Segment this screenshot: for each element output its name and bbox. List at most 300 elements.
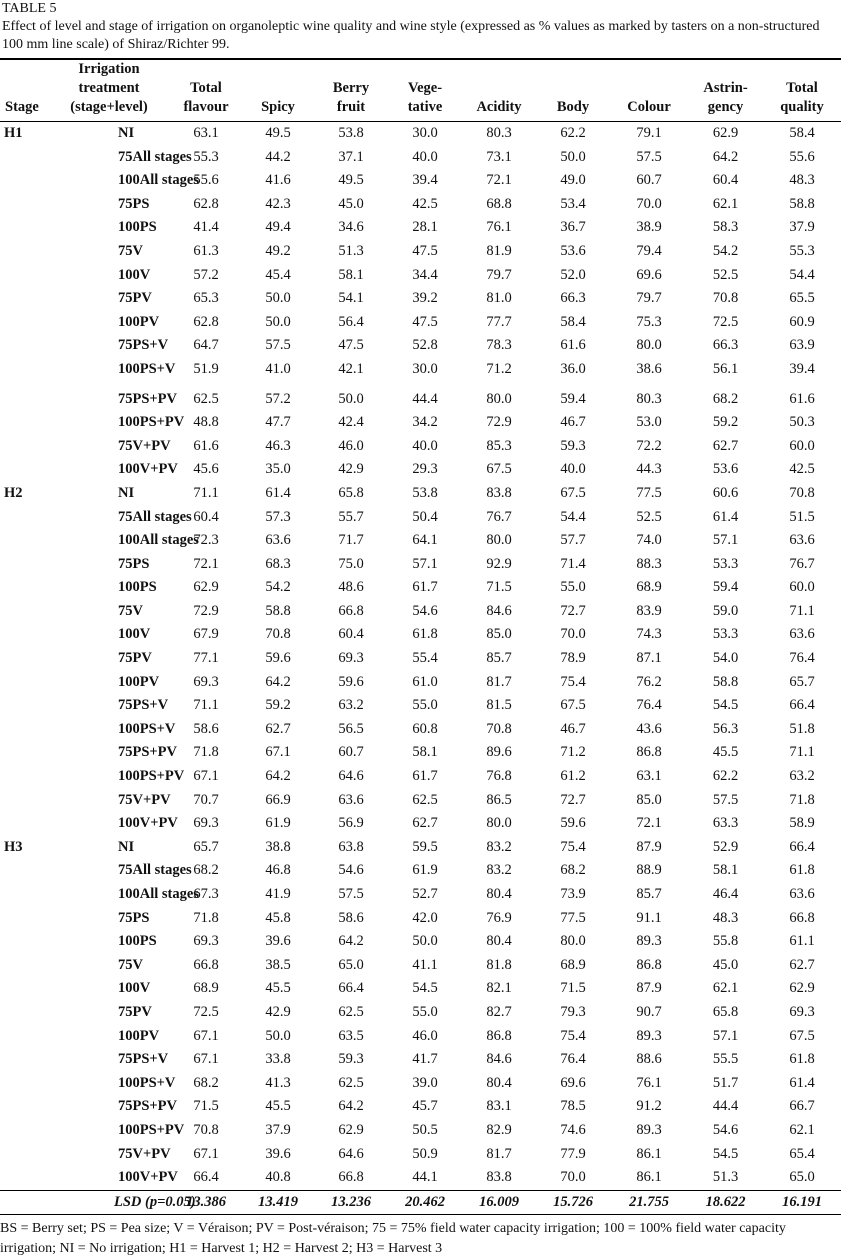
table-row — [0, 741, 841, 765]
table-row — [0, 458, 841, 482]
berry-fruit-cell: 50.0 — [338, 390, 364, 407]
spicy-cell: 64.2 — [265, 768, 291, 785]
acidity-cell: 77.7 — [486, 313, 512, 330]
spicy-cell: 42.9 — [265, 1003, 291, 1020]
spicy-cell: 64.2 — [265, 673, 291, 690]
astringency-cell: 51.7 — [712, 1074, 739, 1091]
header-vegetative: Vege- tative — [407, 80, 443, 115]
stage-cell — [0, 411, 48, 435]
colour-cell: 72.2 — [636, 437, 662, 454]
vegetative-cell: 47.5 — [412, 313, 438, 330]
total-quality-cell: 70.8 — [789, 484, 815, 501]
berry-fruit-cell: 65.8 — [338, 484, 364, 501]
colour-cell: 69.6 — [636, 266, 662, 283]
table-row — [0, 122, 841, 146]
berry-fruit-cell: 59.3 — [338, 1051, 364, 1068]
berry-fruit-cell: 64.6 — [338, 1145, 364, 1162]
colour-cell: 52.5 — [636, 508, 662, 525]
total-quality-cell: 65.0 — [789, 1169, 815, 1186]
header-total-quality: Total quality — [780, 80, 824, 115]
header-treatment: Irrigation treatment (stage+level) — [70, 61, 148, 115]
berry-fruit-cell: 60.4 — [338, 626, 364, 643]
astringency-cell: 62.1 — [712, 195, 739, 212]
body-cell: 58.4 — [560, 313, 586, 330]
header-astringency: Astrin- gency — [703, 80, 748, 115]
acidity-cell: 80.0 — [486, 390, 512, 407]
stage-cell — [0, 859, 48, 883]
body-cell: 55.0 — [560, 579, 586, 596]
acidity-cell: 81.9 — [486, 242, 512, 259]
spicy-cell: 45.4 — [265, 266, 291, 283]
colour-cell: 74.0 — [636, 532, 662, 549]
table-row — [0, 789, 841, 813]
stage-cell — [0, 169, 48, 193]
spicy-cell: 59.6 — [265, 650, 291, 667]
berry-fruit-cell: 64.6 — [338, 768, 364, 785]
total-quality-cell: 61.1 — [789, 933, 815, 950]
table-row — [0, 482, 841, 506]
header-total-flavour: Total flavour — [183, 80, 229, 115]
colour-cell: 74.3 — [636, 626, 662, 643]
table-row — [0, 1119, 841, 1143]
acidity-cell: 81.8 — [486, 956, 512, 973]
spicy-cell: 41.3 — [265, 1074, 291, 1091]
spicy-cell: 50.0 — [265, 290, 291, 307]
treatment-cell: 75PV — [118, 650, 152, 667]
acidity-cell: 81.0 — [486, 290, 512, 307]
stage-cell — [0, 146, 48, 170]
vegetative-cell: 44.4 — [412, 390, 438, 407]
total-quality-cell: 65.7 — [789, 673, 815, 690]
vegetative-cell: 61.7 — [412, 579, 438, 596]
stage-cell — [0, 193, 48, 217]
table-row — [0, 1095, 841, 1119]
spicy-cell: 38.8 — [265, 838, 291, 855]
acidity-cell: 85.7 — [486, 650, 512, 667]
table-row — [0, 930, 841, 954]
header-berry-fruit: Berry fruit — [332, 80, 370, 115]
stage-cell — [0, 694, 48, 718]
berry-fruit-cell: 56.4 — [338, 313, 364, 330]
berry-fruit-cell: 63.5 — [338, 1027, 364, 1044]
berry-fruit-cell: 58.6 — [338, 909, 364, 926]
acidity-cell: 85.3 — [486, 437, 512, 454]
vegetative-cell: 61.8 — [412, 626, 438, 643]
acidity-cell: 80.4 — [486, 1074, 512, 1091]
stage-cell — [0, 240, 48, 264]
total-quality-cell: 66.8 — [789, 909, 815, 926]
colour-cell: 80.0 — [636, 337, 662, 354]
acidity-cell: 85.0 — [486, 626, 512, 643]
spicy-cell: 45.5 — [265, 1098, 291, 1115]
treatment-cell: NI — [118, 838, 135, 855]
total-quality-cell: 54.4 — [789, 266, 815, 283]
spicy-cell: 50.0 — [265, 313, 291, 330]
total-flavour-cell: 66.8 — [193, 956, 219, 973]
stage-cell — [0, 311, 48, 335]
astringency-cell: 65.8 — [712, 1003, 739, 1020]
spicy-cell: 61.9 — [265, 815, 291, 832]
body-cell: 77.9 — [560, 1145, 586, 1162]
total-flavour-cell: 71.1 — [193, 484, 219, 501]
acidity-cell: 86.8 — [486, 1027, 512, 1044]
total-quality-cell: 66.4 — [789, 838, 815, 855]
stage-cell — [0, 907, 48, 931]
body-cell: 76.4 — [560, 1051, 586, 1068]
table-footnote: BS = Berry set; PS = Pea size; V = Véraison; PV = Post-véraison; 75 = 75% field water capacity irrigation; 100 = 100% field water capacity irrigation; NI = No irrigation; H1 = Harvest 1; H2 = Harvest 2; H3 = Harvest 3 — [0, 1221, 786, 1256]
astringency-cell: 58.8 — [712, 673, 739, 690]
acidity-cell: 80.4 — [486, 933, 512, 950]
body-cell: 36.7 — [560, 219, 586, 236]
stage-cell — [0, 382, 48, 412]
total-flavour-cell: 68.2 — [193, 1074, 219, 1091]
body-cell: 78.9 — [560, 650, 586, 667]
astringency-cell: 60.4 — [712, 172, 739, 189]
table-caption — [2, 0, 838, 54]
total-quality-cell: 60.0 — [789, 437, 815, 454]
table-row — [0, 954, 841, 978]
spicy-cell: 57.2 — [265, 390, 291, 407]
body-cell: 53.4 — [560, 195, 586, 212]
acidity-cell: 76.9 — [486, 909, 512, 926]
table-row — [0, 1048, 841, 1072]
body-cell: 50.0 — [560, 148, 586, 165]
vegetative-cell: 57.1 — [412, 555, 438, 572]
body-cell: 40.0 — [560, 461, 586, 478]
treatment-cell: 100PS+V — [118, 1074, 176, 1091]
stage-cell — [0, 358, 48, 382]
table-row — [0, 600, 841, 624]
astringency-cell: 45.5 — [712, 744, 739, 761]
stage-cell — [0, 529, 48, 553]
astringency-cell: 56.1 — [712, 360, 739, 377]
colour-cell: 86.8 — [636, 956, 662, 973]
colour-cell: 91.1 — [636, 909, 662, 926]
astringency-cell: 55.5 — [712, 1051, 739, 1068]
total-flavour-cell: 77.1 — [193, 650, 219, 667]
colour-cell: 85.0 — [636, 791, 662, 808]
acidity-cell: 76.7 — [486, 508, 512, 525]
spicy-cell: 49.4 — [265, 219, 291, 236]
astringency-cell: 53.6 — [712, 461, 739, 478]
acidity-cell: 83.2 — [486, 862, 512, 879]
total-flavour-cell: 61.3 — [193, 242, 219, 259]
astringency-cell: 60.6 — [712, 484, 739, 501]
body-cell: 75.4 — [560, 838, 586, 855]
astringency-cell: 59.0 — [712, 602, 739, 619]
table-row — [0, 169, 841, 193]
total-flavour-cell: 48.8 — [193, 414, 219, 431]
spicy-cell: 59.2 — [265, 697, 291, 714]
vegetative-cell: 42.5 — [412, 195, 438, 212]
spicy-cell: 50.0 — [265, 1027, 291, 1044]
table-row — [0, 506, 841, 530]
total-flavour-cell: 65.7 — [193, 838, 219, 855]
header-body: Body — [556, 99, 590, 115]
acidity-cell: 71.5 — [486, 579, 512, 596]
body-cell: 71.2 — [560, 744, 586, 761]
total-quality-cell: 65.4 — [789, 1145, 815, 1162]
total-flavour-cell: 67.1 — [193, 768, 219, 785]
colour-cell: 38.9 — [636, 219, 662, 236]
stage-cell — [0, 812, 48, 836]
total-flavour-cell: 70.8 — [193, 1121, 219, 1138]
vegetative-cell: 55.4 — [412, 650, 438, 667]
spicy-cell: 47.7 — [265, 414, 291, 431]
vegetative-cell: 52.8 — [412, 337, 438, 354]
colour-cell: 89.3 — [636, 1027, 662, 1044]
berry-fruit-cell: 58.1 — [338, 266, 364, 283]
berry-fruit-cell: 69.3 — [338, 650, 364, 667]
total-quality-cell: 76.7 — [789, 555, 815, 572]
table-row — [0, 529, 841, 553]
vegetative-cell: 54.5 — [412, 980, 438, 997]
total-quality-cell: 60.0 — [789, 579, 815, 596]
vegetative-cell: 53.8 — [412, 484, 438, 501]
treatment-cell: 100All stages — [118, 886, 199, 902]
treatment-cell: 100V — [118, 266, 151, 283]
treatment-cell: 75PS — [118, 195, 150, 212]
colour-cell: 89.3 — [636, 933, 662, 950]
vegetative-cell: 50.4 — [412, 508, 438, 525]
body-cell: 57.7 — [560, 532, 586, 549]
treatment-cell: 75V — [118, 242, 143, 259]
body-cell: 66.3 — [560, 290, 586, 307]
stage-cell — [0, 647, 48, 671]
table-row — [0, 216, 841, 240]
astringency-cell: 62.2 — [712, 768, 739, 785]
treatment-cell: 100PS+PV — [118, 1121, 185, 1138]
astringency-cell: 52.5 — [712, 266, 739, 283]
header-stage: Stage — [5, 99, 39, 115]
table-row — [0, 859, 841, 883]
berry-fruit-cell: 42.4 — [338, 414, 364, 431]
spicy-cell: 46.8 — [265, 862, 291, 879]
stage-cell — [0, 718, 48, 742]
vegetative-cell: 44.1 — [412, 1169, 438, 1186]
stage-cell — [0, 1166, 48, 1190]
berry-fruit-cell: 57.5 — [338, 886, 364, 902]
astringency-cell: 68.2 — [712, 390, 739, 407]
colour-cell: 63.1 — [636, 768, 662, 785]
treatment-cell: 75PS — [118, 555, 150, 572]
total-flavour-cell: 60.4 — [193, 508, 219, 525]
total-flavour-cell: 55.3 — [193, 148, 219, 165]
stage-cell — [0, 765, 48, 789]
total-quality-cell: 71.1 — [789, 744, 815, 761]
stage-cell — [0, 553, 48, 577]
total-flavour-cell: 67.1 — [193, 1051, 219, 1068]
spicy-cell: 63.6 — [265, 532, 291, 549]
colour-cell: 57.5 — [636, 148, 662, 165]
vegetative-cell: 40.0 — [412, 148, 438, 165]
lsd-astringency-cell: 18.622 — [688, 1190, 763, 1215]
stage-cell — [0, 1001, 48, 1025]
treatment-cell: 75PS+V — [118, 337, 169, 354]
lsd-total-flavour-cell: 13.386 — [170, 1190, 242, 1215]
total-quality-cell: 58.9 — [789, 815, 815, 832]
astringency-cell: 63.3 — [712, 815, 739, 832]
stage-cell — [0, 600, 48, 624]
table-row — [0, 647, 841, 671]
astringency-cell: 56.3 — [712, 720, 739, 737]
acidity-cell: 72.1 — [486, 172, 512, 189]
spicy-cell: 67.1 — [265, 744, 291, 761]
berry-fruit-cell: 56.9 — [338, 815, 364, 832]
astringency-cell: 64.2 — [712, 148, 739, 165]
treatment-cell: 100V+PV — [118, 1169, 178, 1186]
berry-fruit-cell: 63.2 — [338, 697, 364, 714]
acidity-cell: 70.8 — [486, 720, 512, 737]
vegetative-cell: 61.0 — [412, 673, 438, 690]
total-flavour-cell: 67.3 — [193, 886, 219, 902]
total-flavour-cell: 72.3 — [193, 532, 219, 549]
total-quality-cell: 63.6 — [789, 626, 815, 643]
colour-cell: 79.1 — [636, 125, 662, 141]
total-flavour-cell: 55.6 — [193, 172, 219, 189]
colour-cell: 88.6 — [636, 1051, 662, 1068]
vegetative-cell: 50.5 — [412, 1121, 438, 1138]
table-title: Effect of level and stage of irrigation on organoleptic wine quality and wine style (expressed as % values as marked by tasters on a non-structured 100 mm line scale) of Shiraz/Richter 99. — [2, 19, 820, 52]
berry-fruit-cell: 66.8 — [338, 1169, 364, 1186]
vegetative-cell: 42.0 — [412, 909, 438, 926]
spicy-cell: 66.9 — [265, 791, 291, 808]
stage-cell — [0, 883, 48, 907]
total-flavour-cell: 62.8 — [193, 313, 219, 330]
spicy-cell: 49.5 — [265, 125, 291, 141]
treatment-cell: 75All stages — [118, 148, 192, 165]
treatment-cell: 75PS+PV — [118, 390, 178, 407]
body-cell: 68.2 — [560, 862, 586, 879]
berry-fruit-cell: 34.6 — [338, 219, 364, 236]
vegetative-cell: 40.0 — [412, 437, 438, 454]
table-row — [0, 1001, 841, 1025]
astringency-cell: 48.3 — [712, 909, 739, 926]
colour-cell: 38.6 — [636, 360, 662, 377]
table-row — [0, 264, 841, 288]
colour-cell: 86.8 — [636, 744, 662, 761]
table-row — [0, 623, 841, 647]
vegetative-cell: 64.1 — [412, 532, 438, 549]
treatment-cell: 75V — [118, 956, 143, 973]
total-quality-cell: 62.7 — [789, 956, 815, 973]
spicy-cell: 68.3 — [265, 555, 291, 572]
spicy-cell: 40.8 — [265, 1169, 291, 1186]
astringency-cell: 55.8 — [712, 933, 739, 950]
colour-cell: 87.1 — [636, 650, 662, 667]
acidity-cell: 81.5 — [486, 697, 512, 714]
stage-cell — [0, 1025, 48, 1049]
astringency-cell: 54.5 — [712, 697, 739, 714]
vegetative-cell: 61.7 — [412, 768, 438, 785]
astringency-cell: 57.1 — [712, 1027, 739, 1044]
treatment-cell: 75All stages — [118, 508, 192, 525]
total-quality-cell: 60.9 — [789, 313, 815, 330]
stage-cell — [0, 1048, 48, 1072]
astringency-cell: 62.7 — [712, 437, 739, 454]
vegetative-cell: 62.5 — [412, 791, 438, 808]
body-cell: 70.0 — [560, 626, 586, 643]
berry-fruit-cell: 75.0 — [338, 555, 364, 572]
total-flavour-cell: 72.5 — [193, 1003, 219, 1020]
body-cell: 69.6 — [560, 1074, 586, 1091]
body-cell: 46.7 — [560, 414, 586, 431]
acidity-cell: 83.8 — [486, 484, 512, 501]
body-cell: 75.4 — [560, 673, 586, 690]
body-cell: 71.4 — [560, 555, 586, 572]
colour-cell: 79.7 — [636, 290, 662, 307]
lsd-row — [0, 1190, 841, 1215]
header-spicy: Spicy — [261, 99, 295, 115]
acidity-cell: 78.3 — [486, 337, 512, 354]
total-flavour-cell: 66.4 — [193, 1169, 219, 1186]
berry-fruit-cell: 42.9 — [338, 461, 364, 478]
berry-fruit-cell: 54.1 — [338, 290, 364, 307]
berry-fruit-cell: 66.8 — [338, 602, 364, 619]
body-cell: 75.4 — [560, 1027, 586, 1044]
stage-cell — [0, 741, 48, 765]
berry-fruit-cell: 49.5 — [338, 172, 364, 189]
total-flavour-cell: 67.9 — [193, 626, 219, 643]
astringency-cell: 62.9 — [712, 125, 739, 141]
vegetative-cell: 50.9 — [412, 1145, 438, 1162]
vegetative-cell: 47.5 — [412, 242, 438, 259]
treatment-cell: 75PS+PV — [118, 1098, 178, 1115]
lsd-body-cell: 15.726 — [536, 1190, 610, 1215]
table-row — [0, 812, 841, 836]
total-quality-cell: 63.6 — [789, 886, 815, 902]
table-row — [0, 193, 841, 217]
body-cell: 49.0 — [560, 172, 586, 189]
berry-fruit-cell: 42.1 — [338, 360, 364, 377]
astringency-cell: 62.1 — [712, 980, 739, 997]
colour-cell: 89.3 — [636, 1121, 662, 1138]
astringency-cell: 58.1 — [712, 862, 739, 879]
total-quality-cell: 65.5 — [789, 290, 815, 307]
astringency-cell: 44.4 — [712, 1098, 739, 1115]
acidity-cell: 79.7 — [486, 266, 512, 283]
vegetative-cell: 61.9 — [412, 862, 438, 879]
table-row — [0, 907, 841, 931]
spicy-cell: 57.5 — [265, 337, 291, 354]
berry-fruit-cell: 62.9 — [338, 1121, 364, 1138]
colour-cell: 88.9 — [636, 862, 662, 879]
table-row — [0, 146, 841, 170]
body-cell: 80.0 — [560, 933, 586, 950]
stage-cell — [0, 1072, 48, 1096]
treatment-cell: 100PS+V — [118, 360, 176, 377]
body-cell: 61.6 — [560, 337, 586, 354]
acidity-cell: 80.0 — [486, 532, 512, 549]
total-quality-cell: 71.1 — [789, 602, 815, 619]
stage-cell — [0, 977, 48, 1001]
spicy-cell: 58.8 — [265, 602, 291, 619]
acidity-cell: 72.9 — [486, 414, 512, 431]
vegetative-cell: 50.0 — [412, 933, 438, 950]
treatment-cell: 100V — [118, 626, 151, 643]
lsd-empty-cell — [0, 1190, 48, 1215]
total-flavour-cell: 71.8 — [193, 744, 219, 761]
berry-fruit-cell: 64.2 — [338, 933, 364, 950]
table-row — [0, 836, 841, 860]
treatment-cell: 75V+PV — [118, 791, 171, 808]
astringency-cell: 61.4 — [712, 508, 739, 525]
data-table — [0, 60, 841, 1215]
colour-cell: 86.1 — [636, 1145, 662, 1162]
total-flavour-cell: 62.9 — [193, 579, 219, 596]
body-cell: 78.5 — [560, 1098, 586, 1115]
lsd-vegetative-cell: 20.462 — [388, 1190, 462, 1215]
